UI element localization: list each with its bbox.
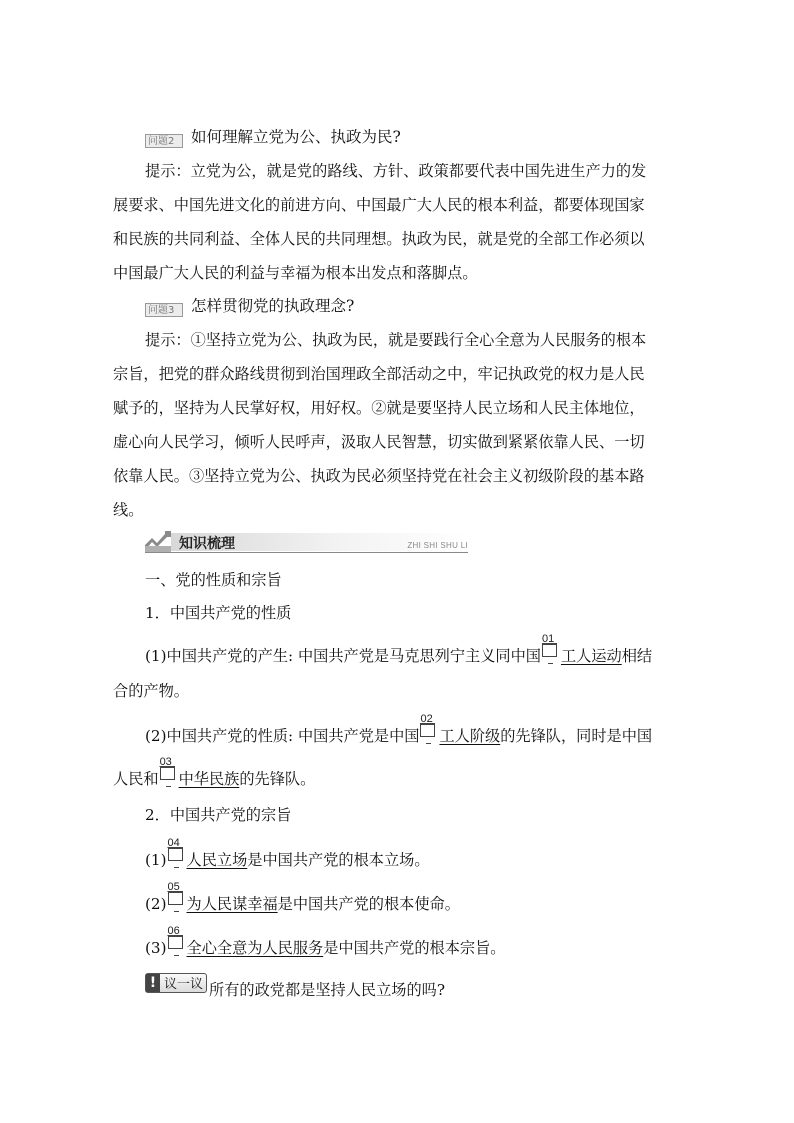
discuss-badge [145, 973, 207, 993]
answer-3-line-2: 宗旨，把党的群众路线贯彻到治国理政全部活动之中，牢记执政党的权力是人民 [113, 365, 645, 383]
question-2 [145, 127, 715, 147]
blank-01: 01 [541, 641, 561, 661]
section-header [145, 531, 468, 553]
question-3-title: 怎样贯彻党的执政理念? [191, 297, 355, 315]
blank-02: 02 [419, 721, 439, 741]
answer-3-line-4: 虚心向人民学习，倾听人民呼声，汲取人民智慧，切实做到紧紧依靠人民、一切 [113, 433, 645, 451]
answer-05: 为人民谋幸福 [186, 895, 278, 913]
discuss-row [145, 975, 715, 1000]
answer-04: 人民立场 [186, 851, 248, 869]
question-2-title: 如何理解立党为公、执政为民? [191, 128, 401, 146]
heading-1-1: 1．中国共产党的性质 [145, 604, 292, 622]
answer-2-line-4: 中国最广大人民的利益与幸福为根本出发点和落脚点。 [113, 264, 478, 282]
answer-2-line-2: 展要求、中国先进文化的前进方向、中国最广大人民的根本利益，都要体现国家 [113, 196, 645, 214]
answer-02: 工人阶级 [439, 727, 501, 745]
answer-3-line-5: 依靠人民。③坚持立党为公、执政为民必须坚持党在社会主义初级阶段的基本路 [113, 467, 645, 485]
item-2: (2) 05 为人民谋幸福是中国共产党的根本使命。 [145, 881, 460, 913]
heading-1-2: 2．中国共产党的宗旨 [145, 806, 292, 824]
exclamation-icon: ! [146, 974, 160, 992]
discuss-label: 议一议 [164, 977, 204, 992]
answer-03: 中华民族 [178, 770, 240, 788]
section-title: 知识梳理 [179, 536, 235, 552]
answer-3-line-3: 赋予的，坚持为人民掌好权，用好权。②就是要坚持人民立场和人民主体地位， [113, 399, 645, 417]
blank-03: 03 [159, 764, 179, 784]
answer-3-line-6: 线。 [113, 501, 144, 519]
question-3-icon: 问题3 [145, 303, 183, 317]
paragraph-2-line-1: (2)中国共产党的性质: 中国共产党是中国 02 工人阶级的先锋队，同时是中国 [145, 713, 653, 745]
answer-2-line-3: 和民族的共同利益、全体人民的共同理想。执政为民，就是党的全部工作必须以 [113, 230, 645, 248]
item-1: (1) 04 人民立场是中国共产党的根本立场。 [145, 837, 430, 869]
trend-chart-icon [145, 531, 171, 553]
discuss-question: 所有的政党都是坚持人民立场的吗? [209, 981, 445, 999]
question-3 [145, 296, 715, 316]
blank-06: 06 [167, 933, 187, 953]
question-2-icon: 问题2 [145, 134, 183, 148]
item-3: (3) 06 全心全意为人民服务是中国共产党的根本宗旨。 [145, 925, 506, 957]
answer-01: 工人运动 [560, 647, 622, 665]
answer-3-line-1: 提示：①坚持立党为公、执政为民，就是要践行全心全意为人民服务的根本 [145, 331, 647, 349]
heading-1: 一、党的性质和宗旨 [145, 571, 282, 589]
answer-06: 全心全意为人民服务 [186, 939, 324, 957]
answer-2-line-1: 提示：立党为公，就是党的路线、方针、政策都要代表中国先进生产力的发 [145, 162, 647, 180]
blank-05: 05 [167, 889, 187, 909]
blank-04: 04 [167, 845, 187, 865]
paragraph-2-line-2: 人民和 03 中华民族的先锋队。 [113, 756, 316, 788]
paragraph-1-line-2: 合的产物。 [113, 682, 189, 700]
section-pinyin: ZHI SHI SHU LI [407, 541, 468, 550]
paragraph-1-line-1: (1)中国共产党的产生: 中国共产党是马克思列宁主义同中国 01 工人运动相结 [145, 633, 653, 665]
